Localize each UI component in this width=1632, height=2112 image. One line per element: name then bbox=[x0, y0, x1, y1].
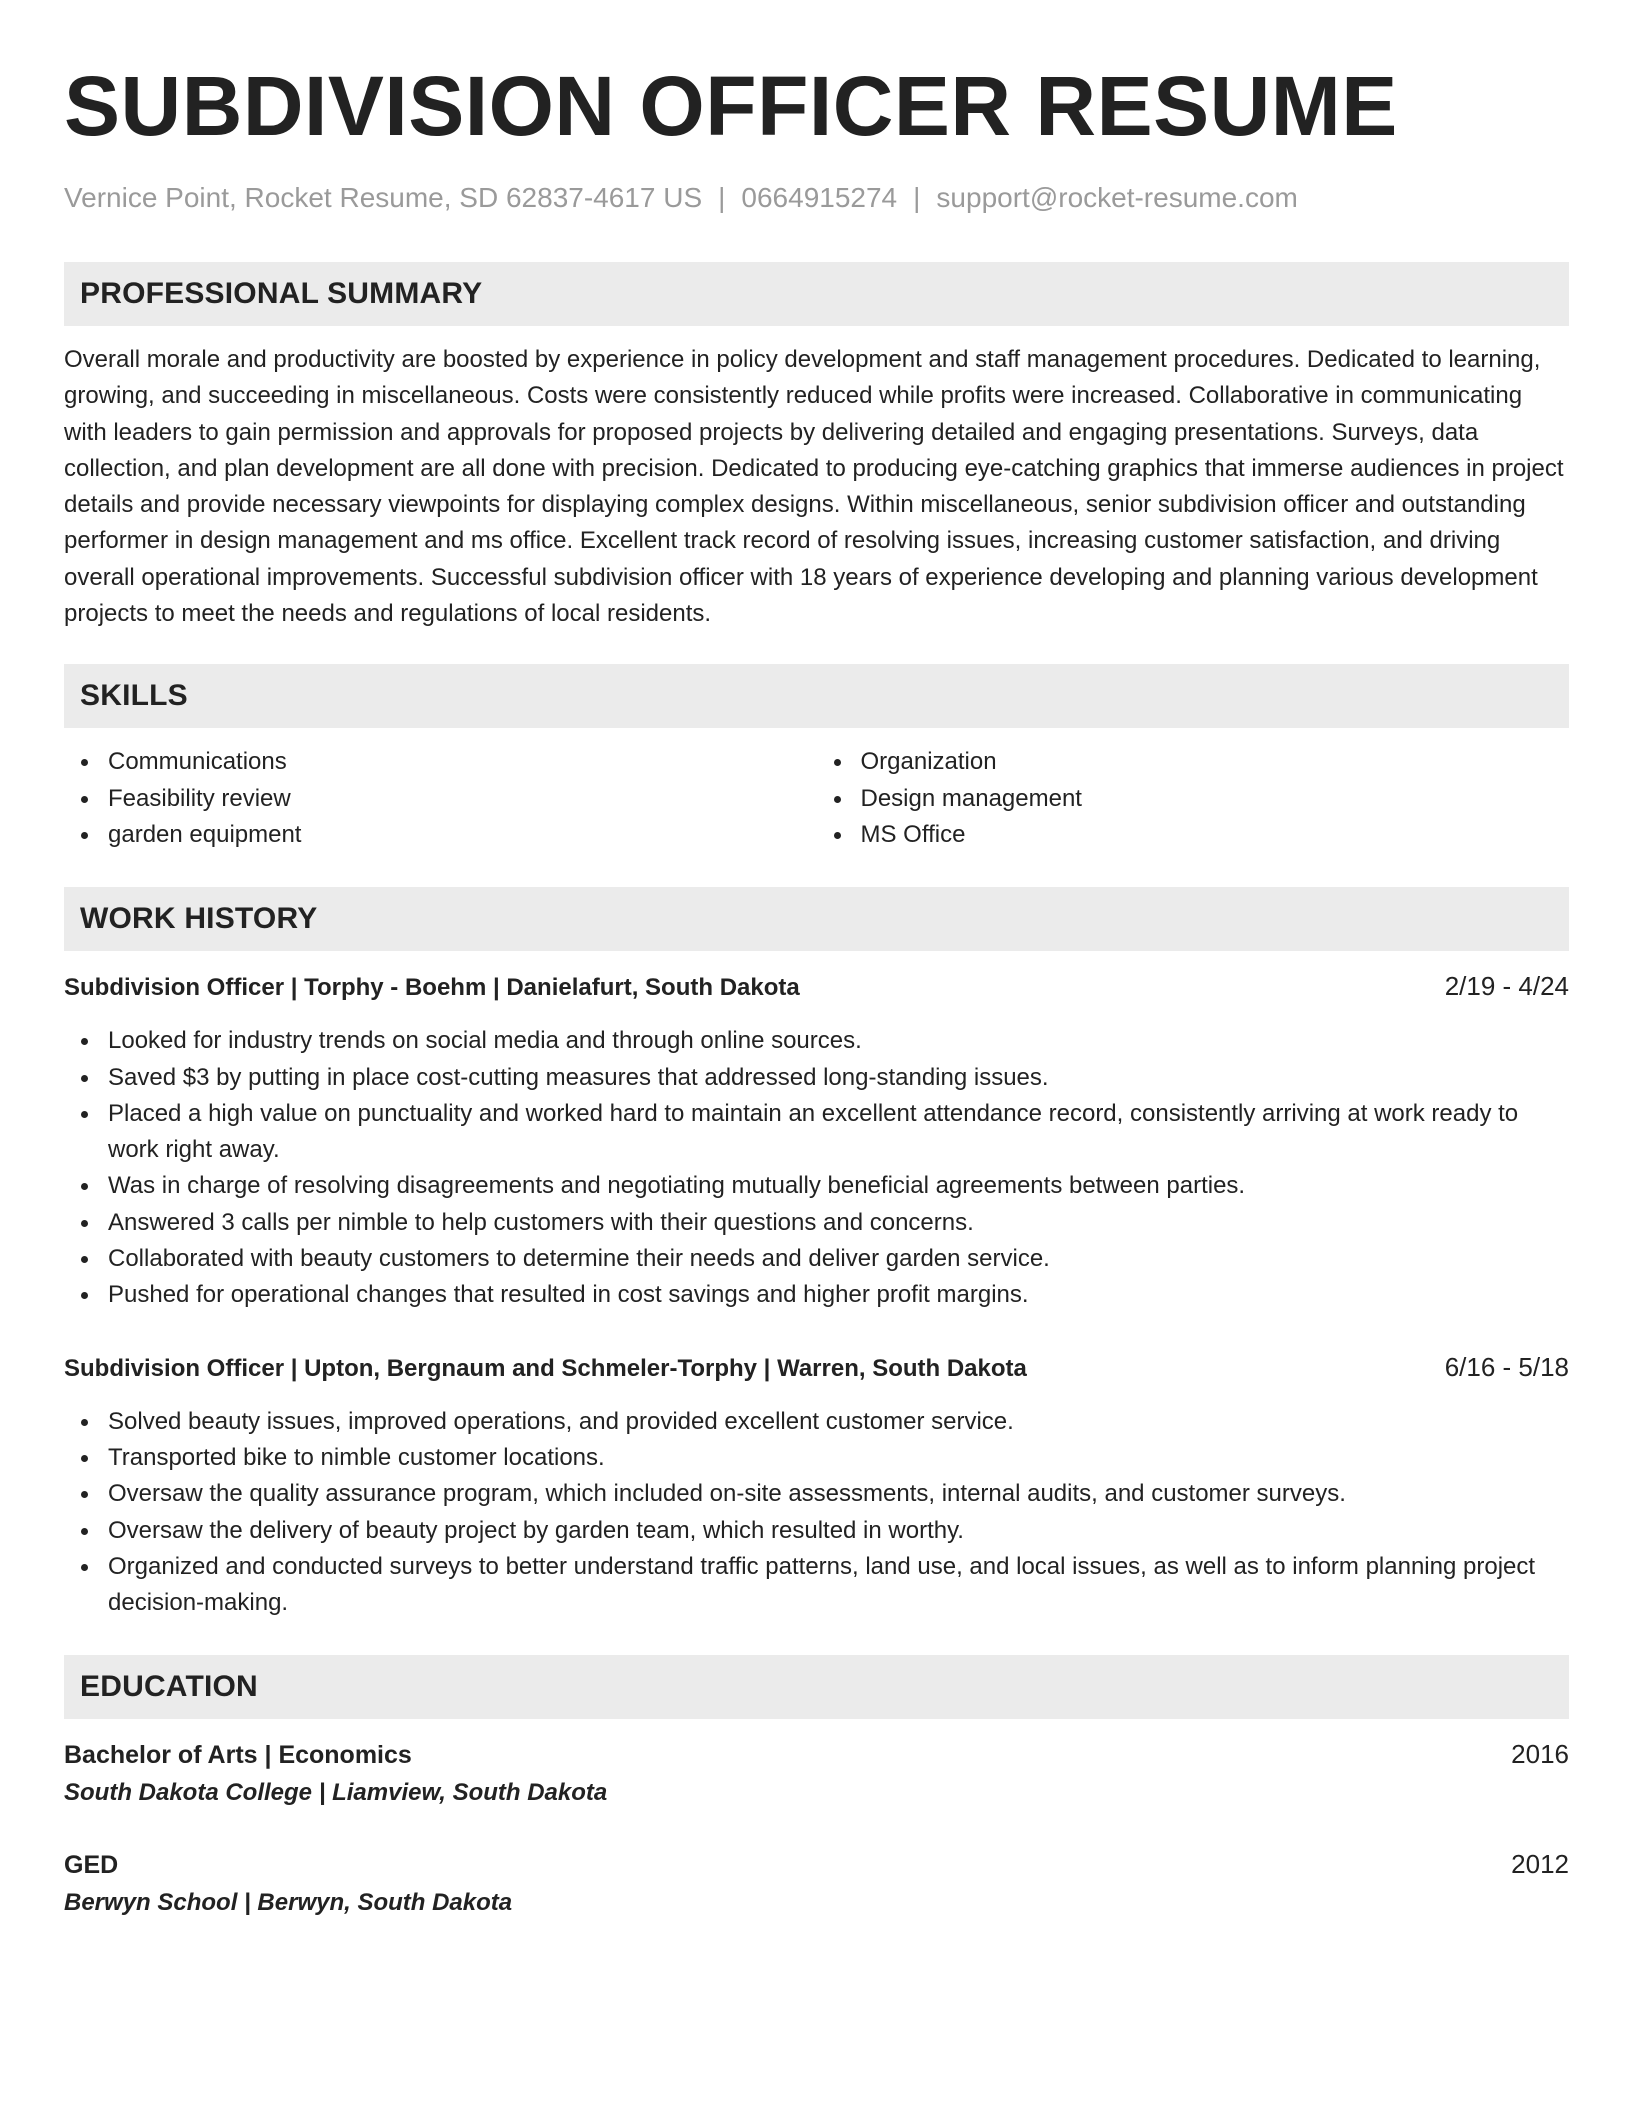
section-header-work-history: WORK HISTORY bbox=[64, 887, 1569, 951]
job-bullet: Was in charge of resolving disagreements and negotiating mutually beneficial agreements between parties. bbox=[108, 1168, 1569, 1204]
job-bullet: Organized and conducted surveys to better understand traffic patterns, land use, and local issues, as well as to inform planning project decision-making. bbox=[108, 1549, 1569, 1622]
education-entry bbox=[64, 1737, 1569, 1811]
job-heading-row bbox=[64, 969, 1569, 1005]
education-heading-row bbox=[64, 1847, 1569, 1883]
section-header-education: EDUCATION bbox=[64, 1655, 1569, 1719]
contact-line bbox=[64, 180, 1569, 216]
job-title: Subdivision Officer | Upton, Bergnaum and Schmeler-Torphy | Warren, South Dakota bbox=[64, 1354, 1027, 1382]
section-header-summary: PROFESSIONAL SUMMARY bbox=[64, 262, 1569, 326]
job-dates: 6/16 - 5/18 bbox=[1444, 1351, 1569, 1382]
job-dates: 2/19 - 4/24 bbox=[1444, 971, 1569, 1002]
job-bullet: Transported bike to nimble customer locations. bbox=[108, 1440, 1569, 1476]
contact-separator: | bbox=[718, 182, 726, 213]
job-bullet: Saved $3 by putting in place cost-cutting measures that addressed long-standing issues. bbox=[108, 1060, 1569, 1096]
job-entry bbox=[64, 1350, 1569, 1622]
job-title: Subdivision Officer | Torphy - Boehm | Danielafurt, South Dakota bbox=[64, 974, 800, 1002]
job-bullet: Placed a high value on punctuality and worked hard to maintain an excellent attendance record, consistently arriving at work ready to work right away. bbox=[108, 1096, 1569, 1169]
job-bullets bbox=[64, 1023, 1569, 1313]
contact-separator: | bbox=[913, 182, 921, 213]
contact-email: support@rocket-resume.com bbox=[936, 182, 1298, 213]
summary-text: Overall morale and productivity are boosted by experience in policy development and staff management procedures. Dedicated to learning, growing, and succeeding in miscellaneous. Costs were consistently reduced while profits were increased. Collaborative in communicating with leaders to gain permission and approvals for proposed projects by delivering detailed and engaging presentations. Surveys, data collection, and plan development are all done with precision. Dedicated to producing eye-catching graphics that immerse audiences in project details and provide necessary viewpoints for displaying complex designs. Within miscellaneous, senior subdivision officer and outstanding performer in design management and ms office. Excellent track record of resolving issues, increasing customer satisfaction, and driving overall operational improvements. Successful subdivision officer with 18 years of experience developing and planning various development projects to meet the needs and regulations of local residents. bbox=[64, 346, 1564, 628]
skill-item: garden equipment bbox=[108, 817, 817, 853]
contact-address: Vernice Point, Rocket Resume, SD 62837-4617 US bbox=[64, 182, 703, 213]
skill-item: Communications bbox=[108, 744, 817, 780]
section-header-skills: SKILLS bbox=[64, 664, 1569, 728]
skill-item: MS Office bbox=[861, 817, 1570, 853]
skills-list-left bbox=[64, 744, 817, 853]
job-bullet: Oversaw the delivery of beauty project by garden team, which resulted in worthy. bbox=[108, 1513, 1569, 1549]
skill-item: Organization bbox=[861, 744, 1570, 780]
education-year: 2012 bbox=[1511, 1849, 1569, 1880]
job-bullet: Solved beauty issues, improved operations, and provided excellent customer service. bbox=[108, 1404, 1569, 1440]
education-year: 2016 bbox=[1511, 1739, 1569, 1770]
school: Berwyn School | Berwyn, South Dakota bbox=[64, 1889, 513, 1917]
skills-grid bbox=[64, 744, 1569, 853]
resume-title: SUBDIVISION OFFICER RESUME bbox=[64, 59, 1398, 153]
job-bullet: Pushed for operational changes that resulted in cost savings and higher profit margins. bbox=[108, 1277, 1569, 1313]
skills-list-right bbox=[817, 744, 1570, 853]
skill-item: Design management bbox=[861, 781, 1570, 817]
school: South Dakota College | Liamview, South Dakota bbox=[64, 1779, 608, 1807]
education-heading-row bbox=[64, 1737, 1569, 1773]
job-bullet: Collaborated with beauty customers to determine their needs and deliver garden service. bbox=[108, 1241, 1569, 1277]
degree: Bachelor of Arts | Economics bbox=[64, 1741, 412, 1770]
degree: GED bbox=[64, 1851, 119, 1880]
job-bullet: Answered 3 calls per nimble to help customers with their questions and concerns. bbox=[108, 1205, 1569, 1241]
job-bullet: Looked for industry trends on social media and through online sources. bbox=[108, 1023, 1569, 1059]
job-bullets bbox=[64, 1404, 1569, 1622]
skill-item: Feasibility review bbox=[108, 781, 817, 817]
contact-phone: 0664915274 bbox=[741, 182, 898, 213]
education-entry bbox=[64, 1847, 1569, 1921]
job-bullet: Oversaw the quality assurance program, which included on-site assessments, internal audits, and customer surveys. bbox=[108, 1476, 1569, 1512]
job-entry bbox=[64, 969, 1569, 1313]
job-heading-row bbox=[64, 1350, 1569, 1386]
